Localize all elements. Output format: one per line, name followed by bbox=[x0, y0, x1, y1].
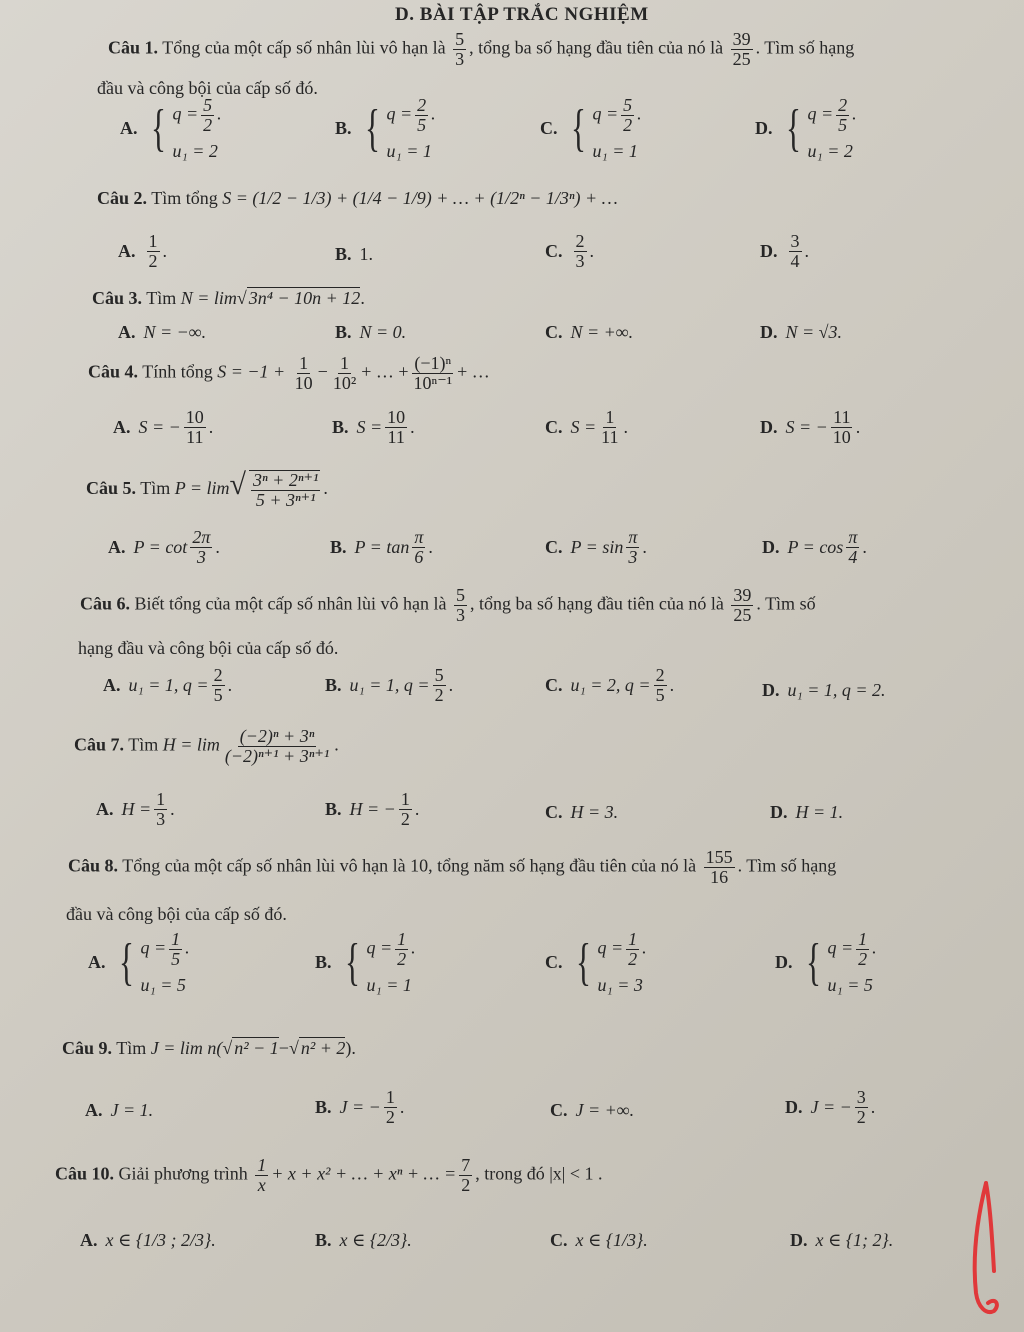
option-2c[interactable]: C. $\frac{2}{3}$ . bbox=[545, 231, 594, 271]
option-10a[interactable]: A. x ∈ {1/3 ; 2/3}. bbox=[80, 1230, 216, 1250]
question-7-label: Câu 7. bbox=[74, 734, 125, 755]
option-4d[interactable]: D. S = − $\frac{11}{10}$ . bbox=[760, 407, 861, 447]
question-8-line2: đầu và công bội của cấp số đó. bbox=[66, 904, 287, 924]
option-7a[interactable]: A. H = $\frac{1}{3}$ . bbox=[96, 789, 175, 829]
option-2b[interactable]: B. 1. bbox=[335, 244, 374, 264]
option-7b[interactable]: B. H = − $\frac{1}{2}$ . bbox=[325, 789, 420, 829]
option-10d[interactable]: D. x ∈ {1; 2}. bbox=[790, 1230, 894, 1250]
question-10: Câu 10. Giải phương trình $\frac{1}{x}$ + x + x² + … + xⁿ + … = $\frac{7}{2}$ , trong đó |x| < 1 . bbox=[55, 1155, 603, 1195]
fraction: $\frac{5}{3}$ bbox=[455, 29, 465, 69]
option-3d[interactable]: D. N = √3. bbox=[760, 322, 843, 342]
question-1-text-b: , tổng ba số hạng đầu tiên của nó là bbox=[469, 37, 724, 58]
question-3: Câu 3. Tìm N = lim√ 3n⁴ − 10n + 12. bbox=[92, 288, 365, 308]
option-2a[interactable]: A. $\frac{1}{2}$ . bbox=[118, 231, 167, 271]
option-7c[interactable]: C. H = 3. bbox=[545, 802, 619, 822]
question-1-text-a: Tổng của một cấp số nhân lùi vô hạn là bbox=[162, 37, 446, 58]
option-8c[interactable]: C. { q = $\frac{1}{2}$ . u₁ = 3 bbox=[545, 929, 647, 995]
option-6c[interactable]: C. u₁ = 2, q = $\frac{2}{5}$ . bbox=[545, 665, 675, 705]
option-1c[interactable]: C. { q = $\frac{5}{2}$ . u₁ = 1 bbox=[540, 95, 642, 161]
option-4c[interactable]: C. S = $\frac{1}{11}$ . bbox=[545, 407, 628, 447]
option-5c[interactable]: C. P = sin $\frac{\pi}{3}$ . bbox=[545, 527, 647, 567]
question-1 bbox=[108, 30, 854, 69]
red-pen-mark bbox=[950, 1175, 1010, 1325]
question-2-expression: S = (1/2 − 1/3) + (1/4 − 1/9) + … + (1/2ⁿ − 1/3ⁿ) + … bbox=[222, 188, 618, 208]
question-4: Câu 4. Tính tổng S = −1 + $\frac{1}{10}$ − $\frac{1}{\text{10²}}$ + … + $\frac{\text{(−1)ⁿ}}{\text{10ⁿ⁻¹}}$ + … bbox=[88, 353, 490, 393]
option-3b[interactable]: B. N = 0. bbox=[335, 322, 407, 342]
question-1-line2: đầu và công bội của cấp số đó. bbox=[97, 78, 318, 98]
question-2: Câu 2. Tìm tổng S = (1/2 − 1/3) + (1/4 − 1/9) + … + (1/2ⁿ − 1/3ⁿ) + … bbox=[97, 188, 618, 208]
option-9d[interactable]: D. J = − $\frac{3}{2}$ . bbox=[785, 1087, 876, 1127]
question-6-line2: hạng đầu và công bội của cấp số đó. bbox=[78, 638, 339, 658]
option-1b[interactable]: B. { q = $\frac{2}{5}$ . u₁ = 1 bbox=[335, 95, 436, 161]
worksheet-title: D. BÀI TẬP TRẮC NGHIỆM bbox=[395, 4, 649, 25]
option-9c[interactable]: C. J = +∞. bbox=[550, 1100, 635, 1120]
question-5-label: Câu 5. bbox=[86, 478, 137, 498]
question-4-label: Câu 4. bbox=[88, 361, 139, 382]
option-8b[interactable]: B. { q = $\frac{1}{2}$ . u₁ = 1 bbox=[315, 929, 416, 995]
question-6: Câu 6. Biết tổng của một cấp số nhân lùi vô hạn là $\frac{5}{3}$ , tổng ba số hạng đầu tiên của nó là $\frac{39}{25}$ . Tìm số bbox=[80, 585, 816, 625]
option-7d[interactable]: D. H = 1. bbox=[770, 802, 844, 822]
option-6b[interactable]: B. u₁ = 1, q = $\frac{5}{2}$ . bbox=[325, 665, 454, 705]
option-4b[interactable]: B. S = $\frac{10}{11}$ . bbox=[332, 407, 415, 447]
question-8-label: Câu 8. bbox=[68, 855, 119, 876]
option-6d[interactable]: D. u₁ = 1, q = 2. bbox=[762, 680, 886, 700]
option-5d[interactable]: D. P = cos $\frac{\pi}{4}$ . bbox=[762, 527, 867, 567]
question-5: Câu 5. Tìm P = lim√ $\frac{\text{3ⁿ + 2ⁿ⁺¹}}{\text{5 + 3ⁿ⁺¹}}$ . bbox=[86, 468, 328, 510]
option-5b[interactable]: B. P = tan $\frac{\pi}{6}$ . bbox=[330, 527, 433, 567]
option-10b[interactable]: B. x ∈ {2/3}. bbox=[315, 1230, 412, 1250]
question-7: Câu 7. Tìm H = lim $\frac{\text{(−2)ⁿ + 3ⁿ}}{\text{(−2)ⁿ⁺¹ + 3ⁿ⁺¹}}$ . bbox=[74, 726, 339, 766]
fraction: $\frac{39}{25}$ bbox=[732, 29, 751, 69]
question-3-label: Câu 3. bbox=[92, 288, 143, 308]
option-3c[interactable]: C. N = +∞. bbox=[545, 322, 634, 342]
option-3a[interactable]: A. N = −∞. bbox=[118, 322, 207, 342]
option-4a[interactable]: A. S = − $\frac{10}{11}$ . bbox=[113, 407, 214, 447]
option-9b[interactable]: B. J = − $\frac{1}{2}$ . bbox=[315, 1087, 405, 1127]
option-8d[interactable]: D. { q = $\frac{1}{2}$ . u₁ = 5 bbox=[775, 929, 877, 995]
option-2d[interactable]: D. $\frac{3}{4}$ . bbox=[760, 231, 809, 271]
option-6a[interactable]: A. u₁ = 1, q = $\frac{2}{5}$ . bbox=[103, 665, 233, 705]
question-1-text-c: . Tìm số hạng bbox=[755, 37, 855, 58]
option-9a[interactable]: A. J = 1. bbox=[85, 1100, 154, 1120]
question-6-label: Câu 6. bbox=[80, 593, 131, 614]
option-1a[interactable]: A. { q = $\frac{5}{2}$ . u₁ = 2 bbox=[120, 95, 222, 161]
question-2-label: Câu 2. bbox=[97, 188, 148, 208]
question-8: Câu 8. Tổng của một cấp số nhân lùi vô hạn là 10, tổng năm số hạng đầu tiên của nó là $\frac{155}{16}$ . Tìm số hạng bbox=[68, 847, 837, 887]
question-10-label: Câu 10. bbox=[55, 1163, 115, 1184]
option-5a[interactable]: A. P = cot $\frac{2\pi}{3}$ . bbox=[108, 527, 220, 567]
option-10c[interactable]: C. x ∈ {1/3}. bbox=[550, 1230, 648, 1250]
option-1d[interactable]: D. { q = $\frac{2}{5}$ . u₁ = 2 bbox=[755, 95, 857, 161]
question-1-label: Câu 1. bbox=[108, 37, 159, 58]
question-9: Câu 9. Tìm J = lim n(√ n² − 1−√ n² + 2). bbox=[62, 1038, 356, 1058]
option-8a[interactable]: A. { q = $\frac{1}{5}$ . u₁ = 5 bbox=[88, 929, 190, 995]
question-9-label: Câu 9. bbox=[62, 1038, 113, 1058]
